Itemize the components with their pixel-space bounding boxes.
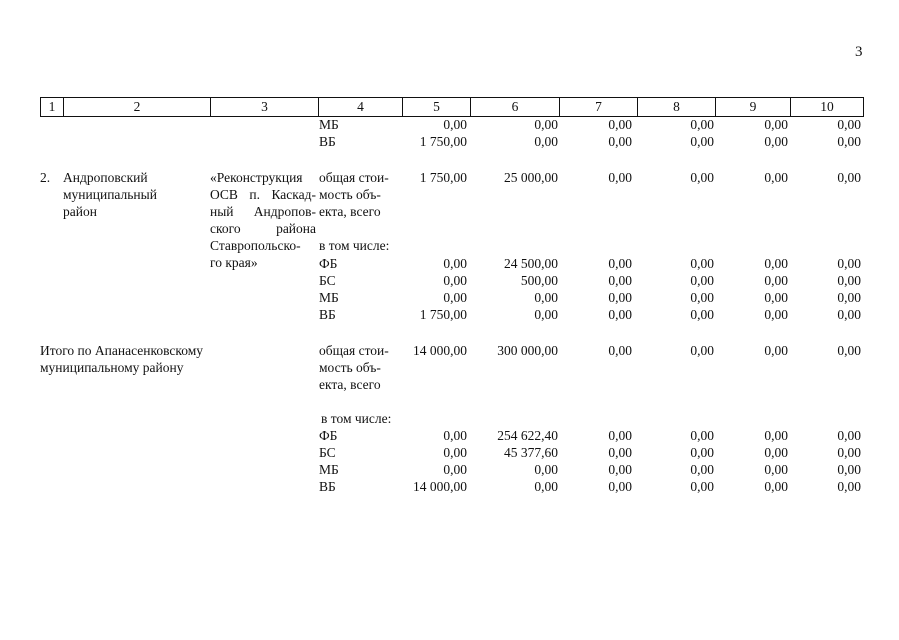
- value-cell: 0,00: [534, 290, 558, 305]
- value-cell: 0,00: [608, 290, 632, 305]
- including-label: в том числе:: [319, 238, 390, 253]
- value-cell: 500,00: [520, 273, 558, 288]
- value-cell: 0,00: [764, 117, 788, 132]
- value-cell: 45 377,60: [504, 445, 558, 460]
- value-cell: 0,00: [443, 290, 467, 305]
- value-cell: 25 000,00: [504, 170, 558, 185]
- value-cell: 1 750,00: [419, 307, 467, 322]
- total-cost-label-line: мость объ-: [319, 360, 381, 375]
- value-cell: 0,00: [764, 170, 788, 185]
- value-cell: 0,00: [764, 307, 788, 322]
- total-cost-label-line: екта, всего: [319, 204, 381, 219]
- funding-source: ВБ: [319, 479, 336, 494]
- value-cell: 0,00: [608, 256, 632, 271]
- value-cell: 0,00: [837, 256, 861, 271]
- value-cell: 0,00: [608, 170, 632, 185]
- value-cell: 0,00: [837, 445, 861, 460]
- value-cell: 0,00: [690, 134, 714, 149]
- district-name-line: Андроповский: [63, 170, 148, 185]
- including-label: в том числе:: [321, 411, 392, 426]
- value-cell: 0,00: [534, 117, 558, 132]
- object-name-line: ОСВ п. Каскад-: [210, 187, 316, 202]
- value-cell: 0,00: [837, 462, 861, 477]
- funding-source: ФБ: [319, 256, 338, 271]
- object-name-line: ского района: [210, 221, 316, 236]
- value-cell: 0,00: [690, 273, 714, 288]
- value-cell: 0,00: [690, 170, 714, 185]
- value-cell: 0,00: [608, 134, 632, 149]
- item-number: 2.: [40, 170, 51, 185]
- value-cell: 0,00: [608, 479, 632, 494]
- value-cell: 0,00: [608, 428, 632, 443]
- funding-source: МБ: [319, 290, 339, 305]
- value-cell: 0,00: [608, 343, 632, 358]
- funding-source: БС: [319, 273, 336, 288]
- value-cell: 0,00: [690, 462, 714, 477]
- value-cell: 0,00: [764, 273, 788, 288]
- district-name-line: район: [63, 204, 97, 219]
- value-cell: 0,00: [443, 428, 467, 443]
- header-col-5: 5: [403, 98, 471, 116]
- value-cell: 0,00: [690, 445, 714, 460]
- value-cell: 0,00: [837, 428, 861, 443]
- value-cell: 0,00: [837, 134, 861, 149]
- value-cell: 1 750,00: [419, 134, 467, 149]
- district-total-label-line: Итого по Апанасенковскому: [40, 343, 204, 358]
- value-cell: 0,00: [608, 462, 632, 477]
- object-name: [210, 169, 316, 271]
- value-cell: 0,00: [764, 428, 788, 443]
- header-col-8: 8: [638, 98, 716, 116]
- district-name-line: муниципальный: [63, 187, 157, 202]
- total-cost-label-line: общая стои-: [319, 343, 389, 358]
- value-cell: 0,00: [764, 445, 788, 460]
- value-cell: 0,00: [443, 256, 467, 271]
- value-cell: 254 622,40: [497, 428, 558, 443]
- header-col-4: 4: [319, 98, 403, 116]
- header-col-3: 3: [211, 98, 319, 116]
- value-cell: 0,00: [608, 117, 632, 132]
- object-name-line: Ставропольско-: [210, 238, 301, 253]
- value-cell: 0,00: [690, 290, 714, 305]
- funding-source: ВБ: [319, 307, 336, 322]
- value-cell: 0,00: [764, 134, 788, 149]
- object-name-line: го края»: [210, 255, 258, 270]
- total-cost-label-line: общая стои-: [319, 170, 389, 185]
- value-cell: 0,00: [443, 117, 467, 132]
- value-cell: 0,00: [443, 462, 467, 477]
- value-cell: 0,00: [764, 479, 788, 494]
- value-cell: 0,00: [443, 445, 467, 460]
- district-total-label-line: муниципальному району: [40, 360, 184, 375]
- value-cell: 0,00: [534, 307, 558, 322]
- value-cell: 0,00: [690, 117, 714, 132]
- value-cell: 0,00: [837, 343, 861, 358]
- value-cell: 0,00: [837, 273, 861, 288]
- value-cell: 0,00: [837, 290, 861, 305]
- value-cell: 0,00: [837, 479, 861, 494]
- value-cell: 0,00: [534, 134, 558, 149]
- value-cell: 0,00: [764, 462, 788, 477]
- value-cell: 300 000,00: [497, 343, 558, 358]
- value-cell: 0,00: [690, 307, 714, 322]
- header-col-9: 9: [716, 98, 791, 116]
- funding-source: МБ: [319, 117, 339, 132]
- page-number: 3: [855, 44, 863, 60]
- value-cell: 0,00: [608, 273, 632, 288]
- value-cell: 0,00: [443, 273, 467, 288]
- value-cell: 0,00: [837, 307, 861, 322]
- value-cell: 0,00: [690, 256, 714, 271]
- value-cell: 1 750,00: [419, 170, 467, 185]
- value-cell: 0,00: [764, 343, 788, 358]
- value-cell: 0,00: [608, 445, 632, 460]
- value-cell: 0,00: [837, 117, 861, 132]
- value-cell: 0,00: [837, 170, 861, 185]
- value-cell: 14 000,00: [413, 343, 467, 358]
- total-cost-label-line: мость объ-: [319, 187, 381, 202]
- funding-source: ВБ: [319, 134, 336, 149]
- header-col-10: 10: [820, 99, 834, 114]
- total-cost-label-line: екта, всего: [319, 377, 381, 392]
- value-cell: 0,00: [690, 479, 714, 494]
- value-cell: 14 000,00: [413, 479, 467, 494]
- value-cell: 0,00: [534, 462, 558, 477]
- funding-source: ФБ: [319, 428, 338, 443]
- value-cell: 0,00: [608, 307, 632, 322]
- table-header: [40, 97, 864, 117]
- value-cell: 0,00: [764, 290, 788, 305]
- header-col-2: 2: [64, 98, 211, 116]
- funding-source: МБ: [319, 462, 339, 477]
- header-col-6: 6: [471, 98, 560, 116]
- value-cell: 0,00: [690, 428, 714, 443]
- header-col-7: 7: [560, 98, 638, 116]
- value-cell: 0,00: [764, 256, 788, 271]
- value-cell: 0,00: [534, 479, 558, 494]
- funding-source: БС: [319, 445, 336, 460]
- header-col-1: 1: [41, 98, 64, 116]
- value-cell: 0,00: [690, 343, 714, 358]
- object-name-line: «Реконструкция: [210, 170, 303, 185]
- object-name-line: ный Андропов-: [210, 204, 316, 219]
- value-cell: 24 500,00: [504, 256, 558, 271]
